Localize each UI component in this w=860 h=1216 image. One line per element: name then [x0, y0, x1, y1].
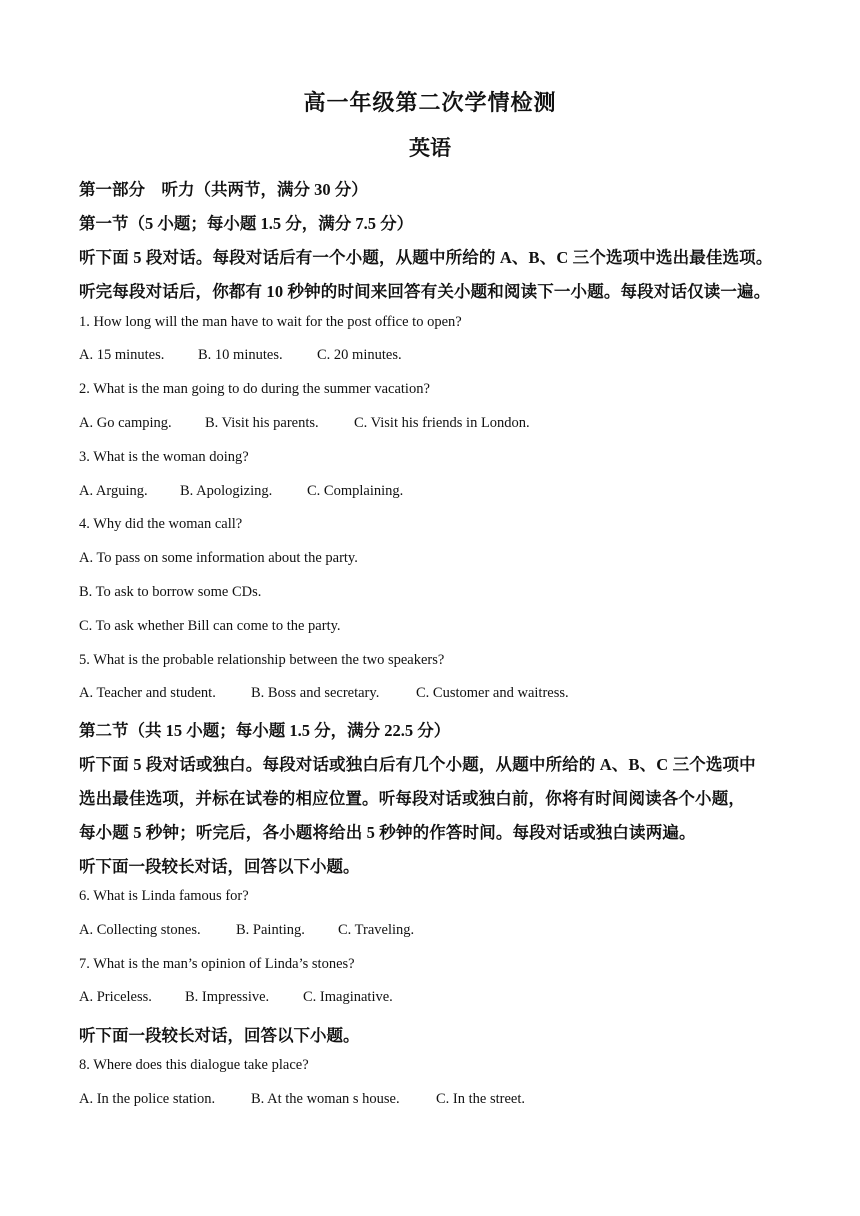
- option-c: C. Traveling.: [338, 922, 415, 938]
- section1-instruction-line: 听完每段对话后，你都有 10 秒钟的时间来回答有关小题和阅读下一小题。每段对话仅读一遍。: [79, 282, 771, 301]
- dialogue-intro: 听下面一段较长对话，回答以下小题。: [79, 857, 360, 876]
- option-b: B. Painting.: [236, 922, 305, 938]
- answer-options: [79, 922, 414, 939]
- answer-options: [79, 483, 403, 500]
- exam-title: 高一年级第二次学情检测: [303, 90, 557, 115]
- part1-heading: 第一部分 听力（共两节，满分 30 分）: [79, 180, 368, 199]
- option-b: B. Visit his parents.: [205, 415, 319, 431]
- option-a: A. Teacher and student.: [79, 685, 216, 701]
- option-a: A. Priceless.: [79, 989, 152, 1005]
- option-a: A. In the police station.: [79, 1091, 216, 1107]
- answer-options: [79, 415, 530, 432]
- option-c: C. Complaining.: [307, 483, 404, 499]
- option-a: A. Arguing.: [79, 483, 148, 499]
- answer-options: [79, 685, 569, 702]
- option-b: B. To ask to borrow some CDs.: [79, 584, 262, 600]
- option-a: A. Go camping.: [79, 415, 172, 431]
- question-stem: 3. What is the woman doing?: [79, 449, 249, 465]
- option-a: A. To pass on some information about the party.: [79, 550, 358, 566]
- section1-heading: 第一节（5 小题；每小题 1.5 分，满分 7.5 分）: [79, 214, 414, 233]
- dialogue-intro: 听下面一段较长对话，回答以下小题。: [79, 1026, 360, 1045]
- question-stem: 4. Why did the woman call?: [79, 516, 243, 532]
- option-c: C. To ask whether Bill can come to the party.: [79, 618, 341, 634]
- option-b: B. Impressive.: [185, 989, 270, 1005]
- option-b: B. 10 minutes.: [198, 347, 283, 363]
- section2-heading: 第二节（共 15 小题；每小题 1.5 分，满分 22.5 分）: [79, 721, 451, 740]
- option-a: A. Collecting stones.: [79, 922, 201, 938]
- question-stem: 8. Where does this dialogue take place?: [79, 1057, 309, 1073]
- option-c: C. 20 minutes.: [317, 347, 402, 363]
- question-stem: 6. What is Linda famous for?: [79, 888, 249, 904]
- option-a: A. 15 minutes.: [79, 347, 165, 363]
- option-c: C. Customer and waitress.: [416, 685, 569, 701]
- section2-instruction-line: 每小题 5 秒钟；听完后，各小题将给出 5 秒钟的作答时间。每段对话或独白读两遍。: [79, 823, 696, 842]
- answer-options: [79, 1091, 525, 1108]
- exam-subject: 英语: [409, 136, 451, 160]
- option-c: C. In the street.: [436, 1091, 525, 1107]
- question-stem: 2. What is the man going to do during the summer vacation?: [79, 381, 430, 397]
- question-stem: 1. How long will the man have to wait for the post office to open?: [79, 314, 462, 330]
- option-b: B. Apologizing.: [180, 483, 273, 499]
- question-stem: 7. What is the man’s opinion of Linda’s stones?: [79, 956, 355, 972]
- section2-instruction-line: 听下面 5 段对话或独白。每段对话或独白后有几个小题，从题中所给的 A、B、C 三个选项中: [79, 755, 756, 774]
- option-b: B. At the woman s house.: [251, 1091, 400, 1107]
- answer-options: [79, 347, 402, 364]
- option-c: C. Visit his friends in London.: [354, 415, 530, 431]
- section2-instruction-line: 选出最佳选项，并标在试卷的相应位置。听每段对话或独白前，你将有时间阅读各个小题，: [79, 789, 745, 808]
- question-stem: 5. What is the probable relationship between the two speakers?: [79, 652, 445, 668]
- option-c: C. Imaginative.: [303, 989, 393, 1005]
- option-b: B. Boss and secretary.: [251, 685, 380, 701]
- section1-instruction-line: 听下面 5 段对话。每段对话后有一个小题，从题中所给的 A、B、C 三个选项中选出最佳选项。: [79, 248, 773, 267]
- answer-options: [79, 989, 393, 1006]
